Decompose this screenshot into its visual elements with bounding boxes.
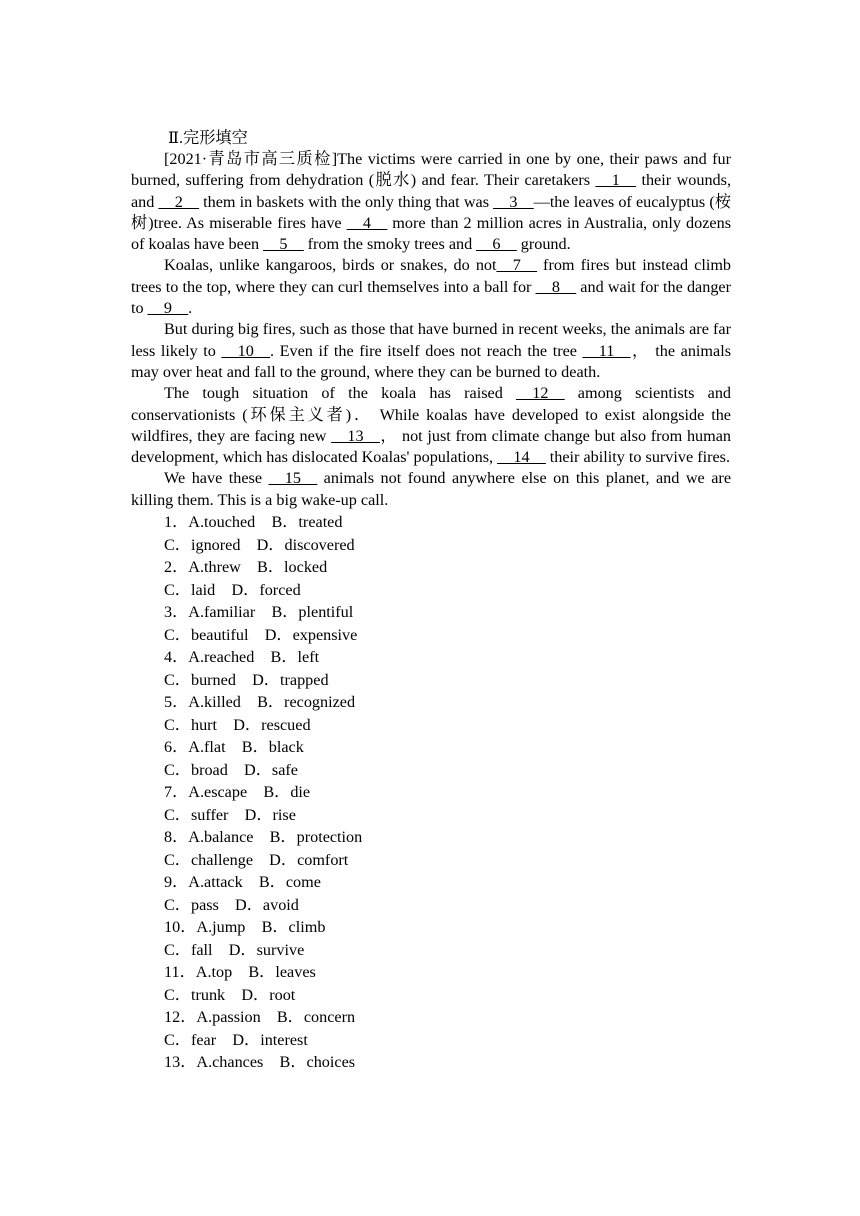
blank-13: __13__ [331, 426, 380, 445]
passage-paragraph-1: [2021·青岛市高三质检]The victims were carried in one by one, their paws and fur burned, suffering from dehydration (脱水) and fear. Their caretakers __1__ their wounds, and __2__ them in baskets with the only thing that was __3__—the leaves of eucalyptus (桉树)tree. As miserable fires have __4__ more than 2 million acres in Australia, only dozens of koalas have been __5__ from the smoky trees and __6__ ground. [131, 150, 732, 254]
option-line: C．burned D．trapped [164, 670, 329, 689]
option-line: 11．A.top B．leaves [164, 963, 316, 982]
option-line: 5．A.killed B．recognized [164, 693, 356, 712]
section-title: Ⅱ.完形填空 [168, 129, 248, 147]
blank-9: __9__ [147, 299, 189, 318]
blank-5: __5__ [263, 235, 304, 254]
option-line: C．suffer D．rise [164, 805, 296, 824]
option-line: 4．A.reached B．left [164, 648, 320, 667]
blank-3: __3__ [493, 192, 534, 211]
blank-1: __1__ [595, 171, 636, 190]
option-line: 8．A.balance B．protection [164, 828, 363, 847]
blank-10: __10__ [221, 341, 271, 360]
option-line: C．fall D．survive [164, 940, 305, 959]
option-line: C．hurt D．rescued [164, 715, 311, 734]
blank-15: __15__ [268, 469, 318, 488]
option-line: C．fear D．interest [164, 1030, 308, 1049]
option-line: 3．A.familiar B．plentiful [164, 603, 354, 622]
passage-paragraph-3: But during big fires, such as those that have burned in recent weeks, the animals are far less likely to __10__. Even if the fire itself does not reach the tree __11__， the animals may over heat and fall to the ground, where they can be burned to death. [131, 320, 731, 381]
blank-12: __12__ [516, 384, 565, 403]
option-line: 12．A.passion B．concern [164, 1008, 356, 1027]
blank-2: __2__ [158, 192, 199, 211]
option-line: C．ignored D．discovered [164, 535, 355, 554]
passage-paragraph-2: Koalas, unlike kangaroos, birds or snakes, do not__7__ from fires but instead climb trees to the top, where they can curl themselves into a ball for __8__ and wait for the danger to __9__. [131, 256, 731, 318]
option-line: 9．A.attack B．come [164, 873, 321, 892]
option-line: 13．A.chances B．choices [164, 1053, 356, 1072]
answer-options [131, 511, 731, 1074]
blank-8: __8__ [535, 277, 577, 296]
option-line: C．broad D．safe [164, 760, 298, 779]
blank-6: __6__ [476, 235, 517, 254]
option-line: 10．A.jump B．climb [164, 918, 326, 937]
option-line: C．laid D．forced [164, 580, 301, 599]
option-line: 7．A.escape B．die [164, 783, 311, 802]
blank-4: __4__ [346, 213, 388, 232]
blank-14: __14__ [497, 448, 546, 467]
option-line: C．challenge D．comfort [164, 850, 349, 869]
option-line: 1．A.touched B．treated [164, 513, 343, 532]
option-line: 6．A.flat B．black [164, 738, 304, 757]
option-line: 2．A.threw B．locked [164, 558, 328, 577]
option-line: C．trunk D．root [164, 985, 296, 1004]
blank-7: __7__ [496, 256, 537, 275]
cloze-section [131, 127, 731, 1074]
option-line: C．beautiful D．expensive [164, 625, 358, 644]
option-line: C．pass D．avoid [164, 895, 299, 914]
blank-11: __11__ [582, 341, 631, 360]
passage-paragraph-5: We have these __15__ animals not found anywhere else on this planet, and we are killing them. This is a big wake-up call. [131, 469, 731, 509]
passage-paragraph-4: The tough situation of the koala has raised __12__ among scientists and conservationists (环保主义者)． While koalas have developed to exist alongside the wildfires, they are facing new __13__， not just from climate change but also from human development, which has dislocated Koalas' populations, __14__ their ability to survive fires. [131, 384, 732, 467]
